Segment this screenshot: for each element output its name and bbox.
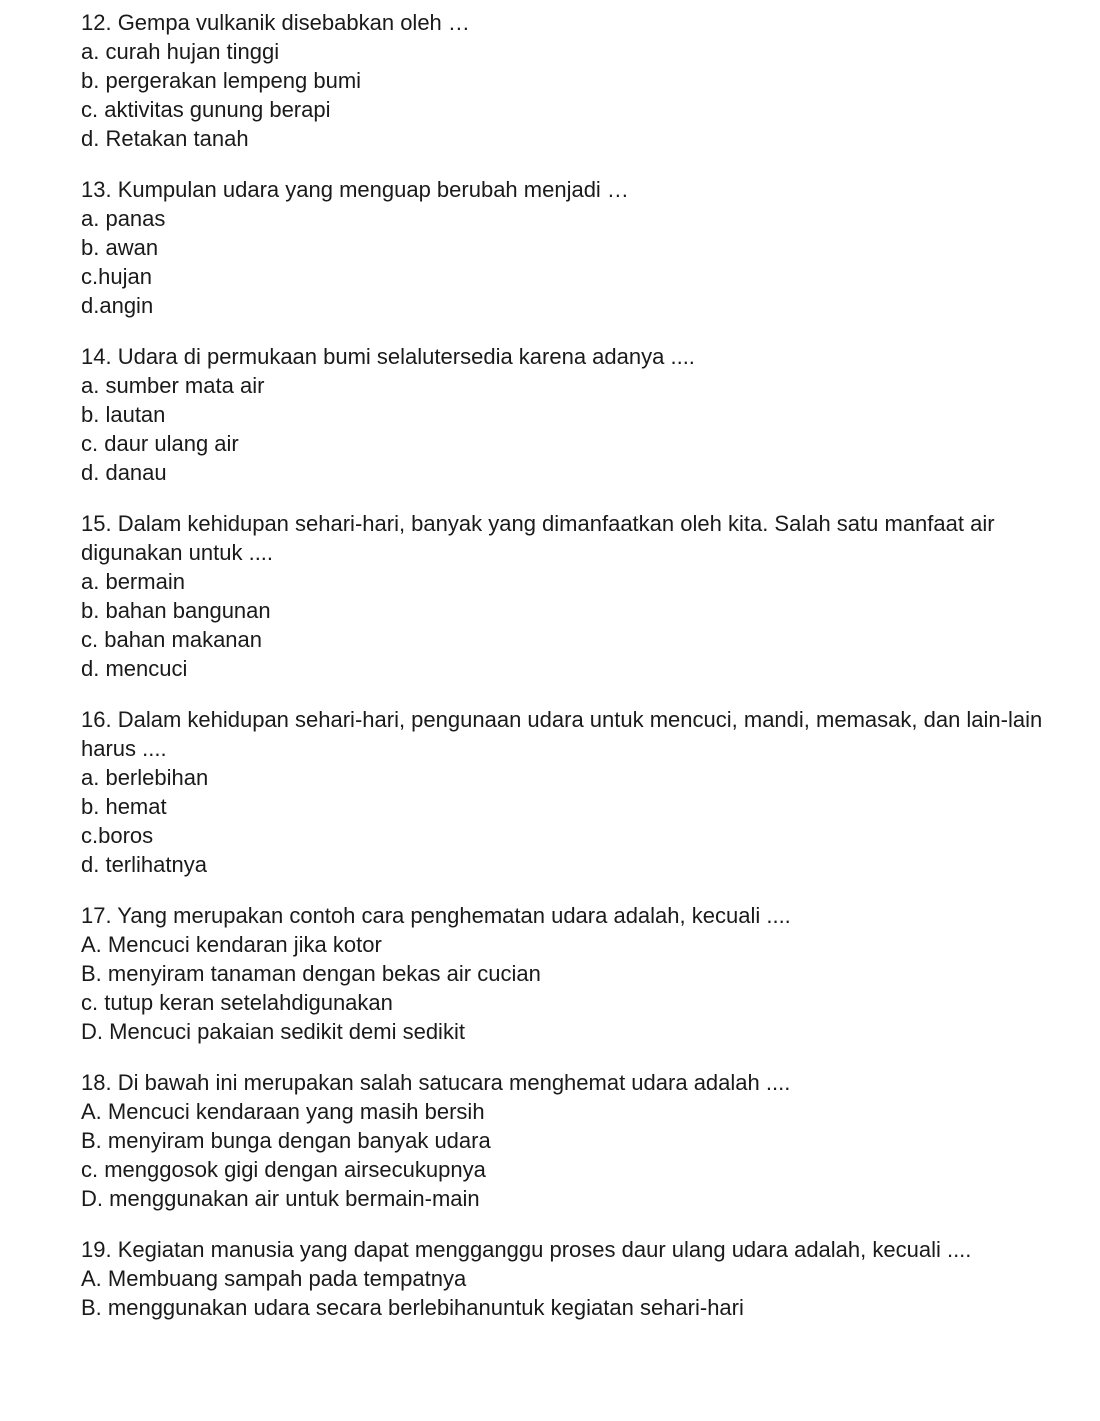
option-list [81,930,1096,1046]
question-text: 16. Dalam kehidupan sehari-hari, pengunaan udara untuk mencuci, mandi, memasak, dan lain-lain harus .... [81,707,1043,761]
answer-option: b. pergerakan lempeng bumi [81,68,362,93]
answer-option: a. curah hujan tinggi [81,39,280,64]
answer-option: b. awan [81,235,159,260]
question-block [81,1068,1096,1213]
answer-option: c. bahan makanan [81,627,263,652]
answer-option: A. Membuang sampah pada tempatnya [81,1266,467,1291]
answer-option: B. menyiram bunga dengan banyak udara [81,1128,491,1153]
question-text: 18. Di bawah ini merupakan salah satucara menghemat udara adalah .... [81,1070,791,1095]
answer-option: c.hujan [81,264,152,289]
answer-option: d.angin [81,293,154,318]
question-text: 13. Kumpulan udara yang menguap berubah menjadi … [81,177,629,202]
question-block [81,509,1096,683]
answer-option: c. daur ulang air [81,431,239,456]
answer-option: D. Mencuci pakaian sedikit demi sedikit [81,1019,465,1044]
answer-option: c. menggosok gigi dengan airsecukupnya [81,1157,486,1182]
answer-option: d. danau [81,460,167,485]
answer-option: d. terlihatnya [81,852,207,877]
question-text: 14. Udara di permukaan bumi selalutersedia karena adanya .... [81,344,695,369]
question-block [81,1235,1096,1322]
answer-option: B. menggunakan udara secara berlebihanuntuk kegiatan sehari-hari [81,1295,744,1320]
answer-option: a. sumber mata air [81,373,265,398]
option-list [81,567,1096,683]
answer-option: c. aktivitas gunung berapi [81,97,331,122]
answer-option: D. menggunakan air untuk bermain-main [81,1186,480,1211]
question-text: 15. Dalam kehidupan sehari-hari, banyak yang dimanfaatkan oleh kita. Salah satu manfaat air digunakan untuk .... [81,511,995,565]
question-block [81,342,1096,487]
option-list [81,1264,1096,1322]
answer-option: a. panas [81,206,166,231]
option-list [81,204,1096,320]
question-text: 19. Kegiatan manusia yang dapat mengganggu proses daur ulang udara adalah, kecuali .... [81,1237,972,1262]
answer-option: c.boros [81,823,154,848]
answer-option: b. bahan bangunan [81,598,271,623]
question-block [81,8,1096,153]
question-text: 12. Gempa vulkanik disebabkan oleh … [81,10,470,35]
answer-option: A. Mencuci kendaran jika kotor [81,932,382,957]
question-block [81,901,1096,1046]
question-block [81,705,1096,879]
answer-option: b. hemat [81,794,167,819]
answer-option: a. bermain [81,569,185,594]
answer-option: B. menyiram tanaman dengan bekas air cucian [81,961,541,986]
question-block [81,175,1096,320]
option-list [81,37,1096,153]
answer-option: A. Mencuci kendaraan yang masih bersih [81,1099,485,1124]
document [81,8,1096,1344]
answer-option: d. Retakan tanah [81,126,249,151]
answer-option: d. mencuci [81,656,188,681]
answer-option: b. lautan [81,402,166,427]
question-text: 17. Yang merupakan contoh cara penghematan udara adalah, kecuali .... [81,903,791,928]
option-list [81,763,1096,879]
option-list [81,1097,1096,1213]
answer-option: a. berlebihan [81,765,209,790]
answer-option: c. tutup keran setelahdigunakan [81,990,393,1015]
option-list [81,371,1096,487]
